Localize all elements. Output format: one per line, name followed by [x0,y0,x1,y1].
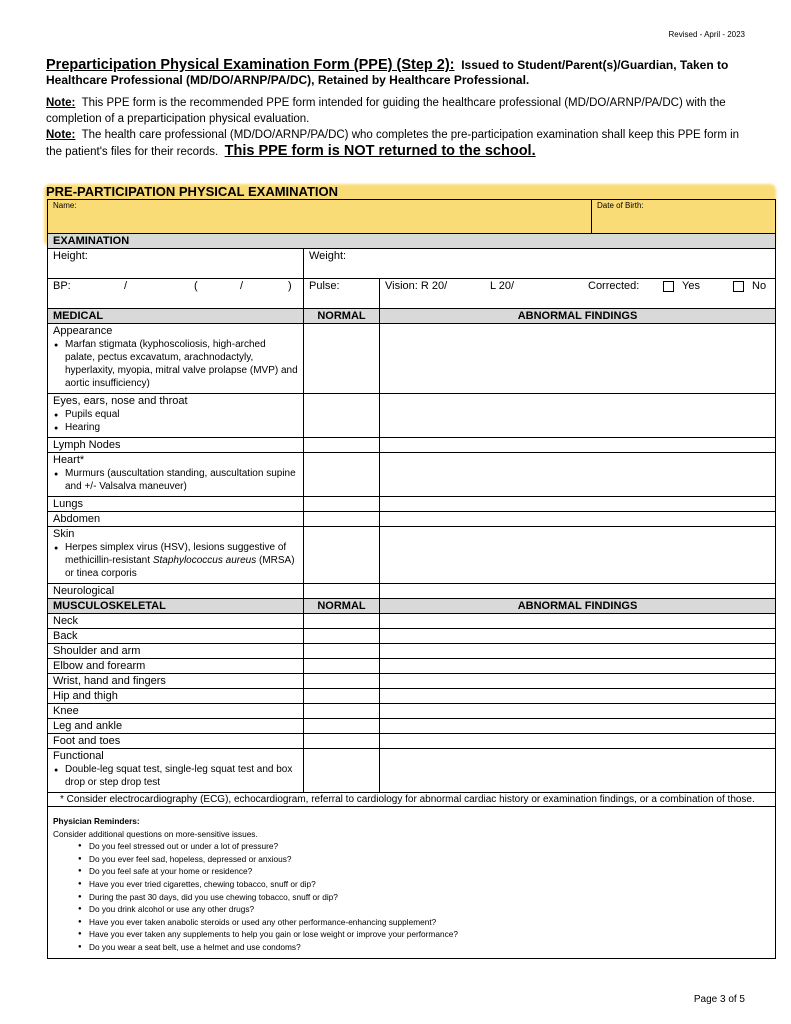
pupils-bullet: ● Pupils equal [65,408,298,421]
checkbox-icon [663,281,674,292]
note-2-label: Note: [46,129,76,141]
normal-cell[interactable] [304,719,380,734]
bp-slash-2: / [240,280,244,292]
ecg-footnote: * Consider electrocardiography (ECG), echocardiogram, referral to cardiology for abnormal cardiac history or examination findings, or a combination of those. [48,793,776,807]
note-1-label: Note: [46,97,76,109]
corrected-no[interactable] [733,280,766,292]
vision-left: L 20/ [490,280,515,292]
reminders-intro: Consider additional questions on more-sensitive issues. [53,828,258,839]
reminder-item: ● Do you wear a seat belt, use a helmet and use condoms? [89,941,770,954]
normal-cell[interactable] [304,438,380,453]
pulse-field[interactable]: Pulse: [304,279,380,309]
abnormal-cell[interactable] [380,749,776,793]
weight-field[interactable]: Weight: [304,249,776,279]
msk-row-label: Shoulder and arm [48,644,304,659]
msk-row-label: Hip and thigh [48,689,304,704]
normal-cell[interactable] [304,644,380,659]
normal-header: NORMAL [304,309,380,324]
abnormal-cell[interactable] [380,324,776,394]
abnormal-cell[interactable] [380,438,776,453]
normal-cell[interactable] [304,512,380,527]
normal-cell[interactable] [304,324,380,394]
normal-cell[interactable] [304,629,380,644]
form-title-block [46,58,751,88]
normal-cell[interactable] [304,527,380,584]
msk-row-label: Back [48,629,304,644]
abnormal-header: ABNORMAL FINDINGS [380,309,776,324]
skin-bullet [65,541,298,580]
skin-bullet-text-end: (MRSA) or tinea corporis [65,555,295,579]
functional-bullet: ● Double-leg squat test, single-leg squat test and box drop or step drop test [65,763,298,789]
reminder-item: ● Do you drink alcohol or use any other drugs? [89,903,770,916]
neuro-label: Neurological [48,584,304,599]
form-title: Preparticipation Physical Examination Form (PPE) (Step 2): [46,57,455,73]
heart-cell [48,453,304,497]
corrected-label: Corrected: [588,280,640,292]
msk-row-label: Elbow and forearm [48,659,304,674]
reminder-item: ● Have you ever taken anabolic steroids or used any other performance-enhancing supplement? [89,916,770,929]
checkbox-icon [733,281,744,292]
normal-cell[interactable] [304,749,380,793]
normal-cell[interactable] [304,674,380,689]
note-2-text: The health care professional (MD/DO/ARNP/PA/DC) who completes the pre-participation examination shall keep this PPE form in the patient's files for their records. [46,129,740,158]
skin-cell [48,527,304,584]
staph-name: Staphylococcus aureus [152,555,257,566]
msk-row-label: Wrist, hand and fingers [48,674,304,689]
bp-label: BP: [53,280,71,292]
abnormal-cell[interactable] [380,614,776,629]
abnormal-cell[interactable] [380,659,776,674]
abnormal-cell[interactable] [380,527,776,584]
skin-bullet-text: Herpes simplex virus (HSV), lesions suggestive of methicillin-resistant [65,542,287,566]
hearing-bullet: ● Hearing [65,421,298,434]
abnormal-cell[interactable] [380,644,776,659]
bp-slash-1: / [124,280,128,292]
normal-cell[interactable] [304,584,380,599]
appearance-bullet: ● Marfan stigmata (kyphoscoliosis, high-arched palate, pectus excavatum, arachnodactyly, hyperlaxity, myopia, mitral valve prolapse (MVP) and aortic insufficiency) [65,338,298,390]
note-1 [46,96,751,127]
eent-cell [48,394,304,438]
msk-row-label: Neck [48,614,304,629]
appearance-label: Appearance [53,325,113,337]
msk-row-label: Foot and toes [48,734,304,749]
form-issued-text: Issued to Student/Parent(s)/Guardian, Taken to Healthcare Professional (MD/DO/ARNP/PA/DC), Retained by Healthcare Professional. [46,58,729,87]
bp-field[interactable] [48,279,304,309]
abnormal-cell[interactable] [380,674,776,689]
abnormal-cell[interactable] [380,453,776,497]
reminder-item: ● Do you ever feel sad, hopeless, depressed or anxious? [89,853,770,866]
normal-cell[interactable] [304,734,380,749]
appearance-cell [48,324,304,394]
abnormal-cell[interactable] [380,689,776,704]
not-returned-notice: This PPE form is NOT returned to the school. [224,142,536,159]
page-number: Page 3 of 5 [693,994,745,1005]
examination-header: EXAMINATION [48,234,776,249]
lungs-label: Lungs [48,497,304,512]
normal-header: NORMAL [304,599,380,614]
vision-right: Vision: R 20/ [385,280,448,292]
normal-cell[interactable] [304,614,380,629]
medical-header: MEDICAL [48,309,304,324]
abdomen-label: Abdomen [48,512,304,527]
normal-cell[interactable] [304,659,380,674]
vision-field[interactable] [380,279,776,309]
abnormal-cell[interactable] [380,719,776,734]
bp-paren-close: ) [288,280,292,292]
abnormal-cell[interactable] [380,629,776,644]
heart-bullet: ● Murmurs (auscultation standing, auscultation supine and +/- Valsalva maneuver) [65,467,298,493]
reminder-item: ● Do you feel safe at your home or residence? [89,865,770,878]
bp-paren-open: ( [194,280,198,292]
abnormal-cell[interactable] [380,704,776,719]
name-field[interactable]: Name: [48,200,592,234]
abnormal-cell[interactable] [380,734,776,749]
abnormal-cell[interactable] [380,584,776,599]
revised-date: Revised - April - 2023 [668,30,745,39]
reminder-item: ● Do you feel stressed out or under a lot of pressure? [89,840,770,853]
normal-cell[interactable] [304,497,380,512]
musculo-header: MUSCULOSKELETAL [48,599,304,614]
normal-cell[interactable] [304,394,380,438]
functional-cell [48,749,304,793]
corrected-yes[interactable] [663,280,700,292]
physician-reminders [48,807,776,959]
normal-cell[interactable] [304,704,380,719]
no-label: No [752,280,767,292]
abnormal-cell[interactable] [380,512,776,527]
normal-cell[interactable] [304,453,380,497]
exam-table [47,199,776,959]
reminders-title: Physician Reminders: [53,816,140,826]
reminder-item: ● Have you ever taken any supplements to help you gain or lose weight or improve your performance? [89,928,770,941]
height-field[interactable]: Height: [48,249,304,279]
reminder-item: ● During the past 30 days, did you use chewing tobacco, snuff or dip? [89,891,770,904]
section-title: PRE-PARTICIPATION PHYSICAL EXAMINATION [46,184,339,199]
lymph-label: Lymph Nodes [48,438,304,453]
normal-cell[interactable] [304,689,380,704]
reminder-item: ● Have you ever tried cigarettes, chewing tobacco, snuff or dip? [89,878,770,891]
msk-row-label: Knee [48,704,304,719]
eent-label: Eyes, ears, nose and throat [53,395,188,407]
abnormal-cell[interactable] [380,394,776,438]
abnormal-header: ABNORMAL FINDINGS [380,599,776,614]
functional-label: Functional [53,750,104,762]
note-2 [46,128,751,160]
yes-label: Yes [682,280,700,292]
dob-field[interactable]: Date of Birth: [592,200,776,234]
skin-label: Skin [53,528,75,540]
msk-row-label: Leg and ankle [48,719,304,734]
abnormal-cell[interactable] [380,497,776,512]
note-1-text: This PPE form is the recommended PPE form intended for guiding the healthcare professional (MD/DO/ARNP/PA/DC) with the completion of a preparticipation physical evaluation. [46,97,726,125]
heart-label: Heart* [53,454,85,466]
